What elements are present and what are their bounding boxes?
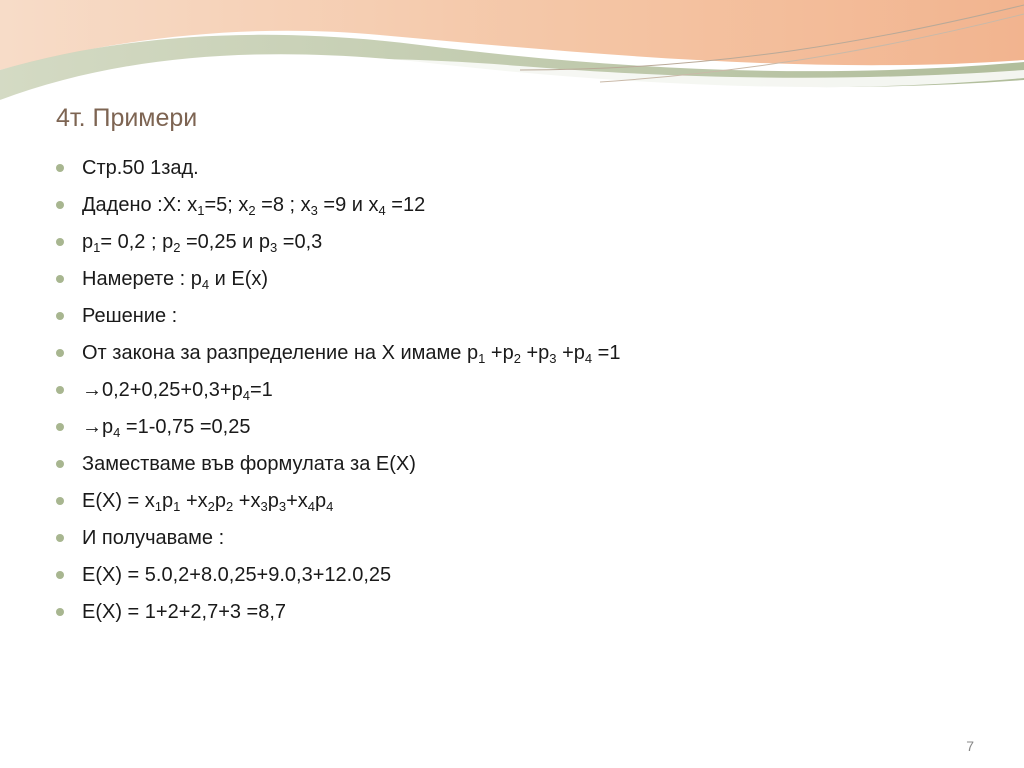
subscript: 4	[242, 388, 250, 403]
text-segment: =12	[385, 194, 426, 216]
bullet-text	[82, 157, 199, 179]
text-segment: +р	[520, 342, 550, 364]
bullet-text	[82, 601, 286, 623]
text-segment: р	[82, 231, 94, 253]
bullet-item	[56, 372, 986, 409]
text-segment: От закона за разпределение на Х имаме р	[82, 342, 479, 364]
text-segment: Е(Х) = 5.0,2+8.0,25+9.0,3+12.0,25	[82, 564, 392, 586]
bullet-dot-icon	[56, 349, 64, 357]
text-segment: =0,3	[277, 231, 323, 253]
bullet-item	[56, 335, 986, 372]
subscript: 3	[549, 351, 557, 366]
bullet-dot-icon	[56, 238, 64, 246]
subscript: 4	[584, 351, 593, 366]
bullet-dot-icon	[56, 201, 64, 209]
bullet-text	[82, 564, 391, 586]
subscript: 2	[173, 240, 181, 255]
text-segment: = 0,2 ; р	[100, 231, 174, 253]
bullet-item	[56, 520, 986, 557]
bullet-dot-icon	[56, 386, 64, 394]
bullet-dot-icon	[56, 312, 64, 320]
bullet-item	[56, 557, 986, 594]
bullet-item	[56, 409, 986, 446]
text-segment: Стр.50 1зад.	[82, 157, 199, 179]
subscript: 1	[173, 499, 181, 514]
bullet-item	[56, 187, 986, 224]
bullet-item	[56, 594, 986, 631]
bullet-item	[56, 150, 986, 187]
bullet-item	[56, 483, 986, 520]
text-segment: →0,2+0,25+0,3+р	[82, 379, 243, 401]
text-segment: =9 и х	[317, 194, 379, 216]
bullet-item	[56, 261, 986, 298]
text-segment: р	[214, 490, 226, 512]
text-segment: Намерете : р	[82, 268, 202, 290]
subscript: 4	[307, 499, 315, 514]
subscript: 3	[310, 203, 318, 218]
bullet-dot-icon	[56, 460, 64, 468]
subscript: 4	[201, 277, 210, 292]
text-segment: +х	[180, 490, 208, 512]
text-segment: =8 ; х	[255, 194, 311, 216]
subscript: 3	[278, 499, 287, 514]
bullet-text	[82, 490, 333, 512]
subscript: 1	[197, 203, 205, 218]
bullet-text	[82, 342, 620, 364]
page-number: 7	[966, 738, 974, 754]
text-segment: =1-0,75 =0,25	[120, 416, 251, 438]
bullet-dot-icon	[56, 571, 64, 579]
text-segment: Дадено :Х: х	[82, 194, 198, 216]
subscript: 4	[113, 425, 121, 440]
text-segment: +р	[485, 342, 514, 364]
text-segment: р	[162, 490, 174, 512]
bullet-text	[82, 379, 273, 401]
subscript: 1	[93, 240, 101, 255]
bullet-item	[56, 224, 986, 261]
text-segment: Е(Х) = 1+2+2,7+3 =8,7	[82, 601, 287, 623]
subscript: 3	[270, 240, 278, 255]
bullet-text	[82, 416, 250, 438]
bullet-dot-icon	[56, 275, 64, 283]
text-segment: р	[267, 490, 279, 512]
bullet-item	[56, 298, 986, 335]
subscript: 1	[154, 499, 163, 514]
text-segment: →р	[82, 416, 114, 438]
subscript: 4	[326, 499, 334, 514]
bullet-item	[56, 446, 986, 483]
bullet-text	[82, 453, 416, 475]
text-segment: и Е(х)	[209, 268, 269, 290]
bullet-dot-icon	[56, 423, 64, 431]
text-segment: +р	[556, 342, 585, 364]
text-segment: р	[315, 490, 327, 512]
subscript: 3	[260, 499, 268, 514]
subscript: 2	[513, 351, 521, 366]
text-segment: =5; х	[204, 194, 249, 216]
text-segment: Заместваме във формулата за Е(Х)	[82, 453, 416, 475]
bullet-text	[82, 527, 224, 549]
bullet-list	[56, 150, 986, 631]
subscript: 2	[226, 499, 234, 514]
bullet-dot-icon	[56, 497, 64, 505]
bullet-text	[82, 194, 425, 216]
bullet-dot-icon	[56, 164, 64, 172]
subscript: 4	[378, 203, 386, 218]
text-segment: =0,25 и р	[180, 231, 271, 253]
text-segment: =1	[249, 379, 273, 401]
text-segment: И получаваме :	[82, 527, 225, 549]
text-segment: +х	[233, 490, 261, 512]
subscript: 2	[248, 203, 256, 218]
text-segment: Решение :	[82, 305, 178, 327]
slide-title: 4т. Примери	[56, 104, 198, 132]
text-segment: =1	[592, 342, 621, 364]
subscript: 2	[207, 499, 215, 514]
bullet-dot-icon	[56, 534, 64, 542]
text-segment: Е(Х) = х	[82, 490, 155, 512]
bullet-text	[82, 305, 177, 327]
bullet-text	[82, 231, 322, 253]
bullet-dot-icon	[56, 608, 64, 616]
subscript: 1	[478, 351, 486, 366]
text-segment: +х	[286, 490, 308, 512]
bullet-text	[82, 268, 268, 290]
